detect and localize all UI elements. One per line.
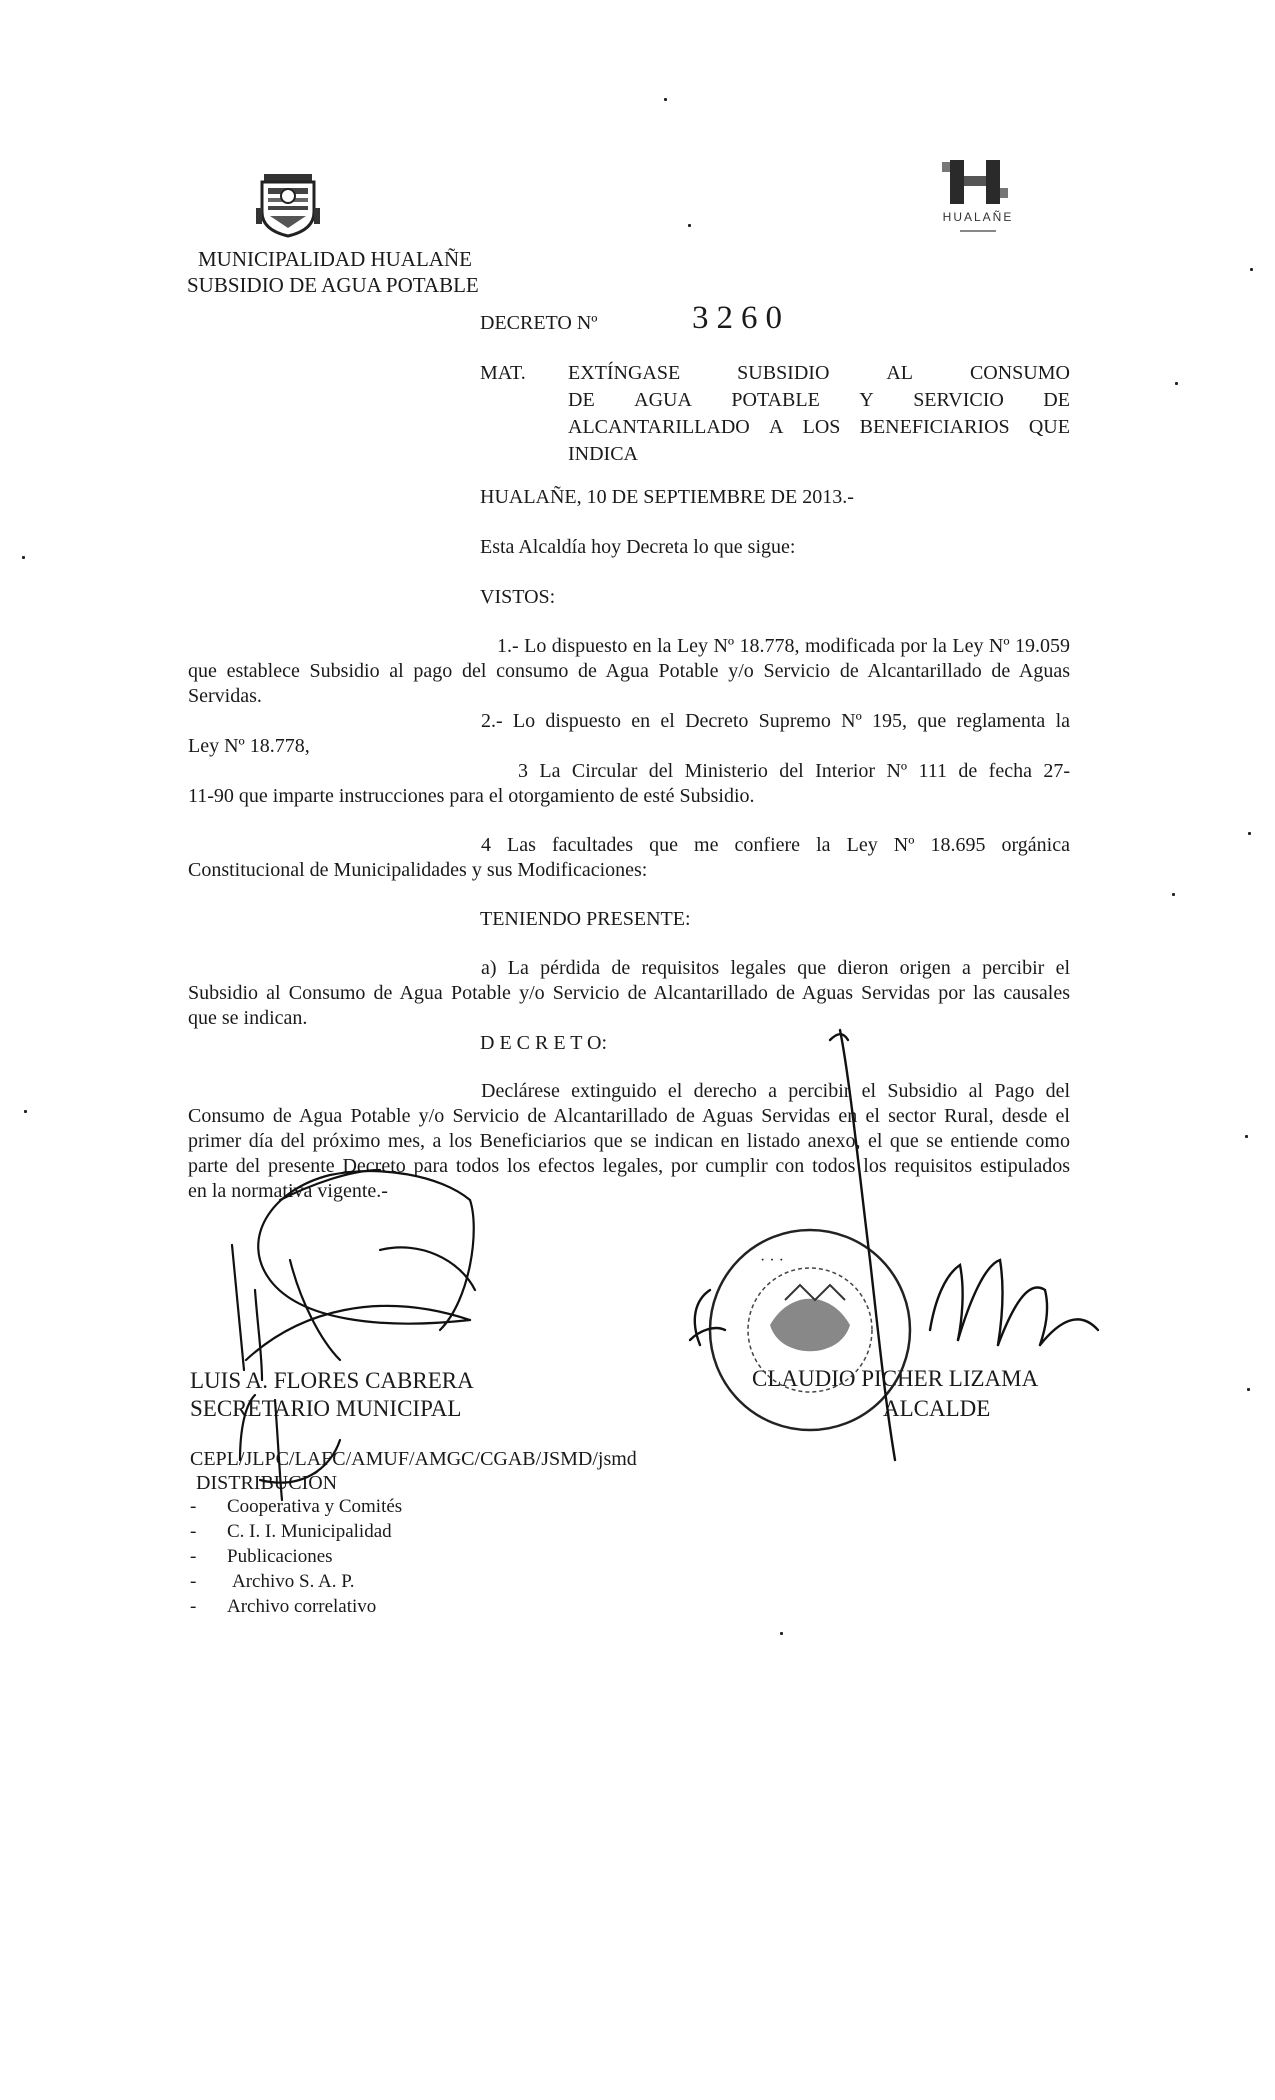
secretary-title: SECRETARIO MUNICIPAL — [190, 1396, 462, 1421]
distribution-heading: DISTRIBUCIÓN — [196, 1472, 338, 1494]
vistos-item-2-line-2: Ley Nº 18.778, — [188, 735, 310, 757]
teniendo-line-1: a) La pérdida de requisitos legales que dieron origen a percibir el — [481, 957, 1070, 979]
scan-speck — [1248, 832, 1251, 835]
teniendo-line-3: que se indican. — [188, 1007, 308, 1029]
subject-line-3: ALCANTARILLADO A LOS BENEFICIARIOS QUE — [568, 416, 1070, 438]
mayor-name: CLAUDIO PICHER LIZAMA — [752, 1366, 1039, 1391]
hualane-logo-text: HUALAÑE — [942, 210, 1014, 224]
vistos-item-3-line-1: 3 La Circular del Ministerio del Interior Nº 111 de fecha 27- — [518, 760, 1070, 782]
scan-speck — [22, 556, 25, 559]
intro-line: Esta Alcaldía hoy Decreta lo que sigue: — [480, 536, 796, 558]
scan-speck — [24, 1110, 27, 1113]
scan-speck — [1245, 1135, 1248, 1138]
decreto-heading: D E C R E T O: — [480, 1032, 608, 1054]
teniendo-line-2: Subsidio al Consumo de Agua Potable y/o Servicio de Alcantarillado de Aguas Servidas por las causales — [188, 982, 1070, 1004]
scan-speck — [688, 224, 691, 227]
vistos-item-1-line-2: que establece Subsidio al pago del consumo de Agua Potable y/o Servicio de Alcantarillado de Aguas — [188, 660, 1070, 682]
secretary-signature — [232, 1170, 475, 1500]
decree-number: 3260 — [692, 300, 790, 336]
vistos-item-3-line-2: 11-90 que imparte instrucciones para el otorgamiento de esté Subsidio. — [188, 785, 755, 807]
scan-speck — [1175, 382, 1178, 385]
secretary-name: LUIS A. FLORES CABRERA — [190, 1368, 474, 1393]
decreto-line-5: en la normativa vigente.- — [188, 1180, 388, 1202]
decreto-line-3: primer día del próximo mes, a los Beneficiarios que se indican en listado anexo, el que se entiende como — [188, 1130, 1070, 1152]
decreto-line-1: Declárese extinguido el derecho a percibir el Subsidio al Pago del — [481, 1080, 1070, 1102]
initials-line: CEPL/JLPC/LAFC/AMUF/AMGC/CGAB/JSMD/jsmd — [190, 1448, 637, 1470]
svg-text:· · ·: · · · — [760, 1252, 784, 1269]
vistos-item-4-line-2: Constitucional de Municipalidades y sus Modificaciones: — [188, 859, 648, 881]
subject-line-4: INDICA — [568, 443, 638, 465]
scan-speck — [780, 1632, 783, 1635]
vistos-item-1-line-3: Servidas. — [188, 685, 262, 707]
org-line-2: SUBSIDIO DE AGUA POTABLE — [187, 273, 479, 297]
scan-speck — [1172, 893, 1175, 896]
decree-label: DECRETO Nº — [480, 312, 598, 334]
subject-line-2: DE AGUA POTABLE Y SERVICIO DE — [568, 389, 1070, 411]
vistos-item-1-line-1: 1.- Lo dispuesto en la Ley Nº 18.778, modificada por la Ley Nº 19.059 — [497, 635, 1070, 657]
decreto-line-2: Consumo de Agua Potable y/o Servicio de Alcantarillado de Aguas Servidas en el sector Rural, desde el — [188, 1105, 1070, 1127]
vistos-heading: VISTOS: — [480, 586, 556, 608]
decreto-line-4: parte del presente Decreto para todos los efectos legales, por cumplir con todos los requisitos estipulados — [188, 1155, 1070, 1177]
teniendo-heading: TENIENDO PRESENTE: — [480, 908, 691, 930]
vistos-item-2-line-1: 2.- Lo dispuesto en el Decreto Supremo Nº 195, que reglamenta la — [481, 710, 1070, 732]
vistos-item-4-line-1: 4 Las facultades que me confiere la Ley Nº 18.695 orgánica — [481, 834, 1070, 856]
mayor-stamp — [710, 1230, 910, 1430]
scan-speck — [1247, 1388, 1250, 1391]
scan-speck — [664, 98, 667, 101]
scan-speck — [1250, 268, 1253, 271]
date-line: HUALAÑE, 10 DE SEPTIEMBRE DE 2013.- — [480, 486, 854, 508]
subject-line-1: EXTÍNGASE SUBSIDIO AL CONSUMO — [568, 362, 1070, 384]
mayor-signature — [690, 1030, 1098, 1460]
subject-label: MAT. — [480, 362, 526, 384]
mayor-title: ALCALDE — [883, 1396, 991, 1421]
org-line-1: MUNICIPALIDAD HUALAÑE — [198, 247, 472, 271]
